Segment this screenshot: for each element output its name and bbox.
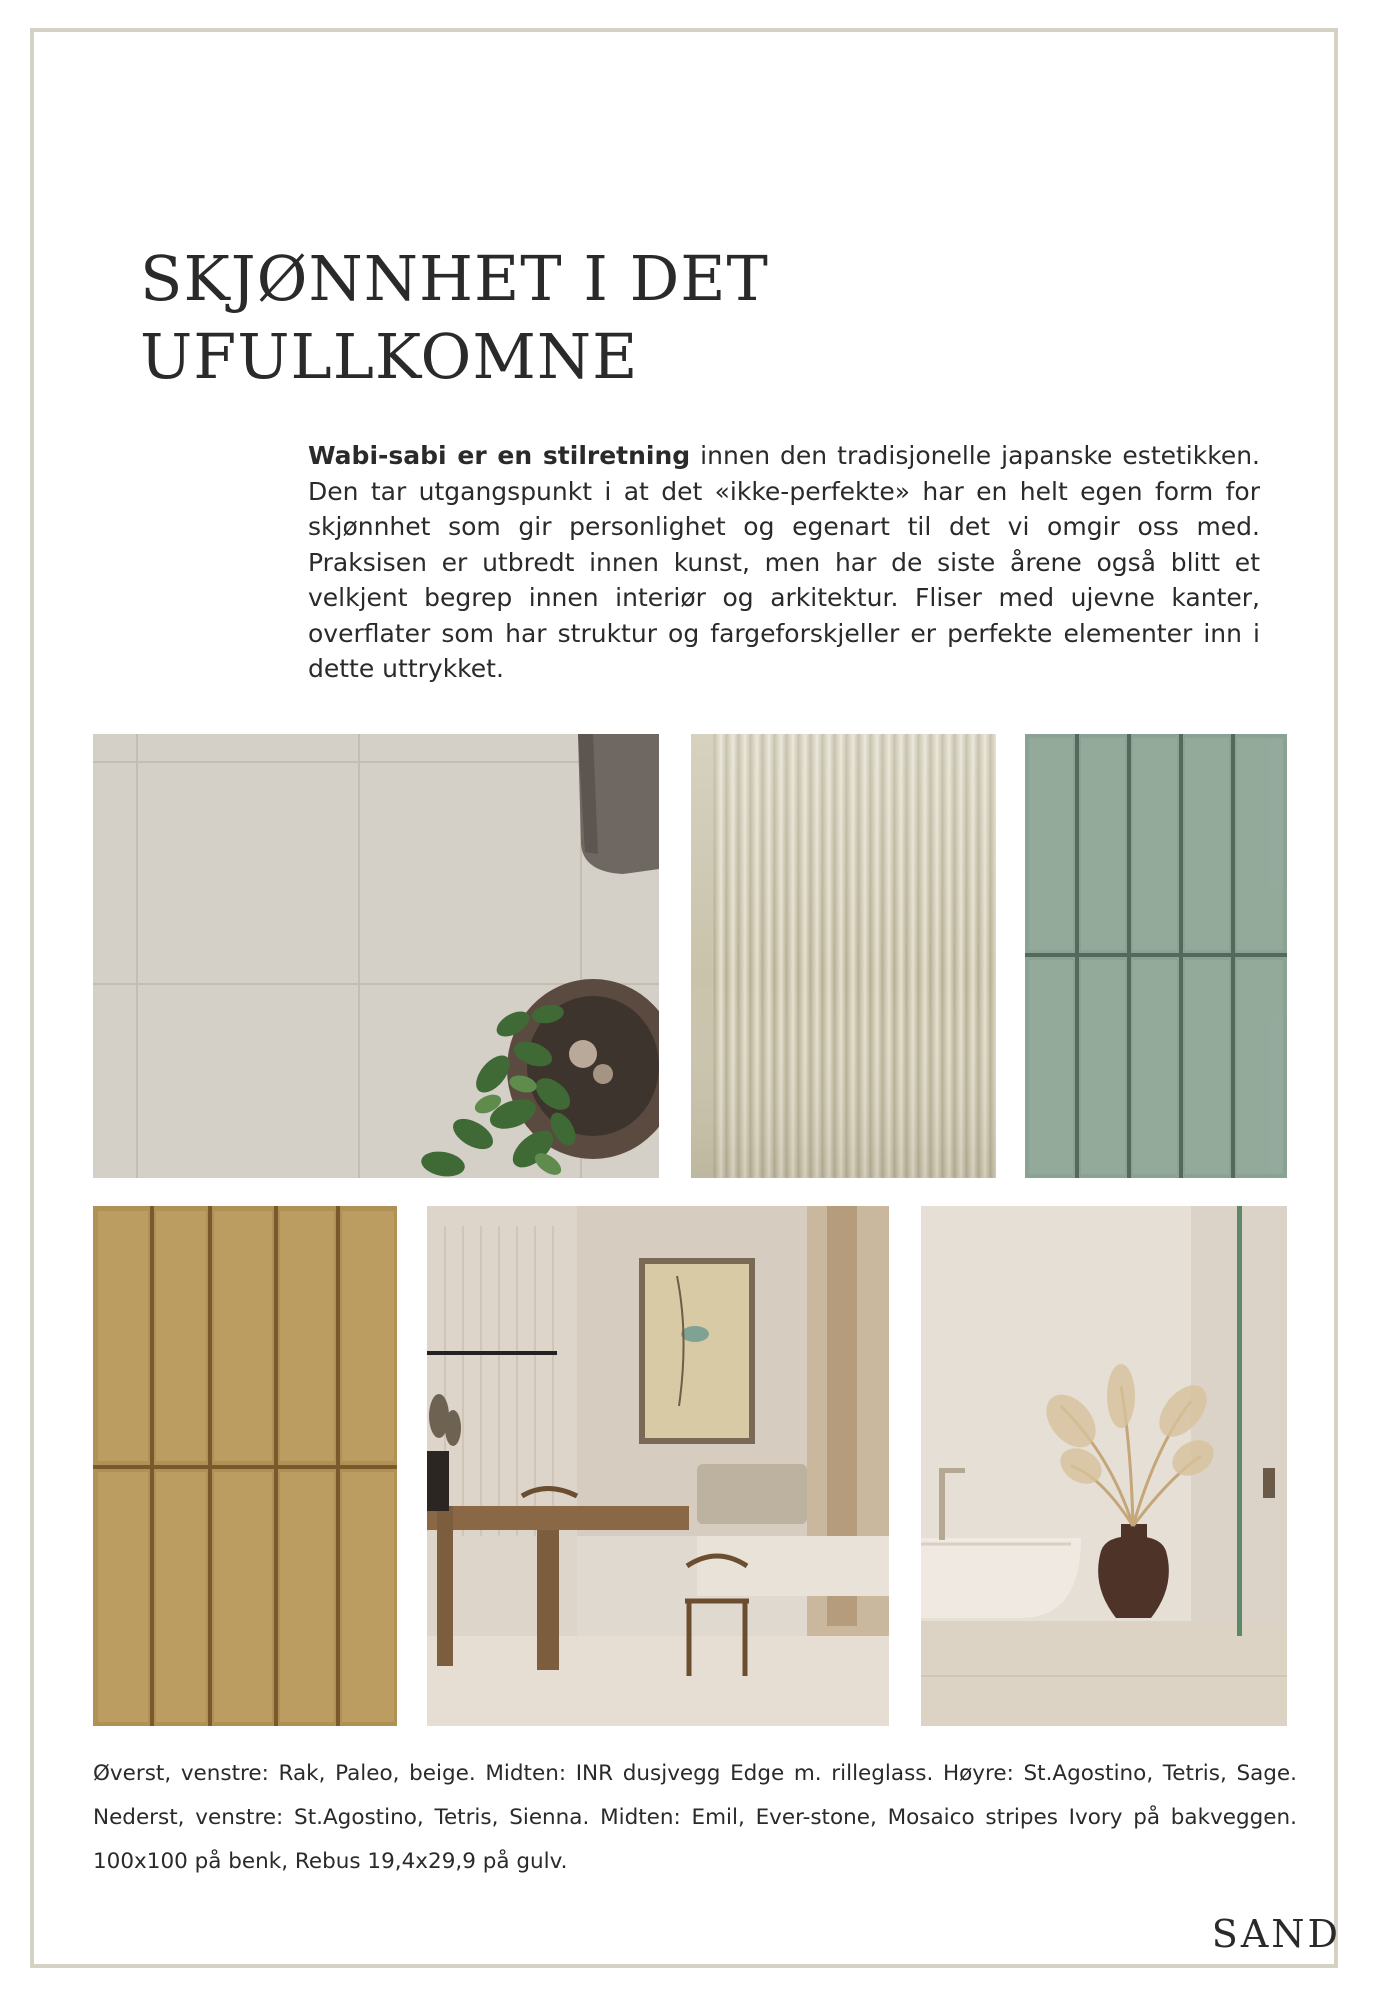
intro-lead: Wabi-sabi er en stilretning <box>308 441 691 470</box>
photo-fluted-glass-graphic <box>691 734 996 1178</box>
intro-body: innen den tradisjonelle japanske estetikken. Den tar utgangspunkt i at det «ikke-perfekte» har en helt egen form for skjønnhet som gir personlighet og egenart til det vi omgir oss med. Praksisen er utbredt innen kunst, men har de siste årene også blitt et velkjent begrep innen interiør og arkitektur. Fliser med ujevne kanter, overflater som har struktur og fargeforskjeller er perfekte elementer inn i dette uttrykket. <box>308 441 1260 683</box>
photo-beige-floor-tiles <box>93 734 659 1178</box>
photo-fluted-glass-wall <box>691 734 996 1178</box>
photo-beige-floor-graphic <box>93 734 659 1178</box>
title-line-2: UFULLKOMNE <box>140 320 639 393</box>
photo-dining-interior <box>427 1206 889 1726</box>
photo-bathroom-graphic <box>921 1206 1287 1726</box>
photo-sienna-tiles <box>93 1206 397 1726</box>
photo-bathroom <box>921 1206 1287 1726</box>
title-line-1: SKJØNNHET I DET <box>140 242 769 315</box>
photo-sage-tiles-graphic <box>1025 734 1287 1178</box>
photo-sage-tiles <box>1025 734 1287 1178</box>
photo-caption: Øverst, venstre: Rak, Paleo, beige. Midten: INR dusjvegg Edge m. rilleglass. Høyre: St.Agostino, Tetris, Sage. Nederst, venstre: St.Agostino, Tetris, Sienna. Midten: Emil, Ever-stone, Mosaico stripes Ivory på bakveggen. 100x100 på benk, Rebus 19,4x29,9 på gulv. <box>93 1761 1297 1874</box>
page-title <box>140 240 769 396</box>
brand-logo: SAND <box>1211 1912 1341 1956</box>
photo-dining-interior-graphic <box>427 1206 889 1726</box>
intro-paragraph <box>308 438 1260 687</box>
photo-sienna-tiles-graphic <box>93 1206 397 1726</box>
